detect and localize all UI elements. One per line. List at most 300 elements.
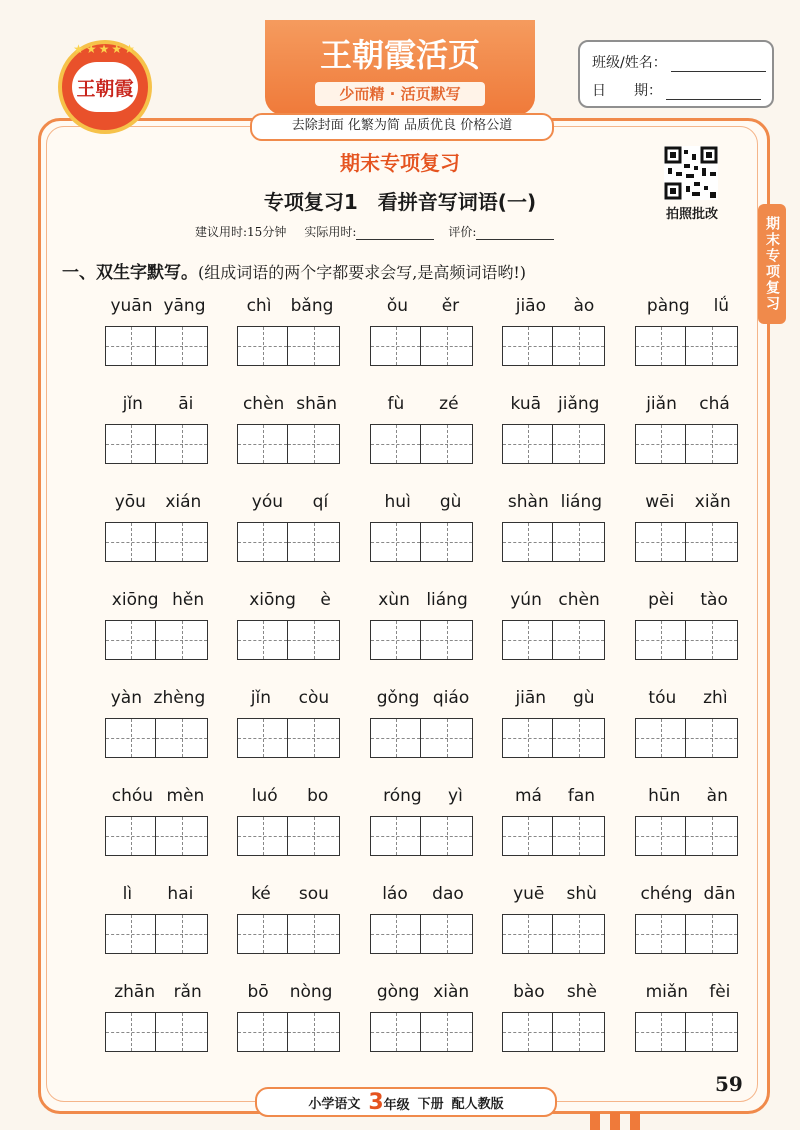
footer-subject: 小学语文 (308, 1096, 361, 1112)
word-item (105, 884, 241, 956)
pinyin-syllable: xiōng (249, 590, 296, 610)
pinyin-syllable: rǎn (173, 982, 202, 1002)
tianzige-box[interactable] (105, 718, 156, 758)
tianzige-box[interactable] (370, 620, 421, 660)
pinyin-syllable: fèi (709, 982, 731, 1002)
pinyin-pair (370, 982, 476, 1008)
footer-edition: 配人教版 (451, 1096, 504, 1112)
writing-boxes (105, 522, 211, 564)
tianzige-box[interactable] (686, 424, 738, 464)
writing-boxes (105, 424, 211, 466)
pinyin-syllable: yì (448, 786, 463, 806)
pinyin-syllable: gòng (376, 982, 420, 1002)
page-number: 59 (715, 1072, 743, 1096)
tianzige-box[interactable] (635, 424, 686, 464)
writing-boxes (237, 914, 343, 956)
tianzige-box[interactable] (370, 816, 421, 856)
pinyin-pair (105, 394, 211, 420)
slogan: 去除封面 化繁为简 品质优良 价格公道 (250, 113, 554, 141)
pinyin-syllable: āi (178, 394, 194, 414)
pinyin-pair (502, 884, 608, 910)
tianzige-box[interactable] (288, 424, 340, 464)
word-item (370, 884, 506, 956)
tianzige-box[interactable] (421, 620, 473, 660)
footer-term: 下册 (417, 1096, 444, 1112)
tianzige-box[interactable] (421, 1012, 473, 1052)
pinyin-syllable: kuā (510, 394, 542, 414)
tianzige-box[interactable] (156, 424, 208, 464)
pinyin-syllable: bo (307, 786, 329, 806)
pinyin-syllable: fù (387, 394, 405, 414)
tianzige-box[interactable] (370, 914, 421, 954)
pinyin-pair (502, 296, 608, 322)
writing-boxes (635, 424, 741, 466)
tianzige-box[interactable] (237, 326, 288, 366)
pinyin-syllable: dān (703, 884, 736, 904)
writing-boxes (635, 718, 741, 760)
tianzige-box[interactable] (553, 424, 605, 464)
pinyin-syllable: lì (122, 884, 133, 904)
pinyin-syllable: qiáo (432, 688, 470, 708)
pinyin-syllable: ào (573, 296, 595, 316)
tianzige-box[interactable] (502, 914, 553, 954)
pinyin-syllable: shè (566, 982, 597, 1002)
tianzige-box[interactable] (370, 718, 421, 758)
tianzige-box[interactable] (156, 620, 208, 660)
pinyin-syllable: gǒng (376, 688, 420, 708)
instruction (62, 258, 526, 283)
tianzige-box[interactable] (635, 914, 686, 954)
tianzige-box[interactable] (237, 718, 288, 758)
class-name-label: 班级/姓名： (592, 55, 667, 71)
word-item (105, 394, 241, 466)
writing-boxes (237, 620, 343, 662)
word-item (635, 982, 771, 1054)
pinyin-syllable: liáng (426, 590, 468, 610)
writing-boxes (237, 816, 343, 858)
tianzige-box[interactable] (421, 718, 473, 758)
pinyin-pair (105, 786, 211, 812)
writing-boxes (105, 914, 211, 956)
tianzige-box[interactable] (105, 424, 156, 464)
word-item (635, 590, 771, 662)
writing-boxes (502, 718, 608, 760)
date-label: 日 期： (592, 83, 662, 99)
tianzige-box[interactable] (237, 816, 288, 856)
word-item (502, 884, 638, 956)
banner-subtitle: 少而精 · 活页默写 (315, 82, 485, 106)
pinyin-syllable: jiān (515, 688, 547, 708)
word-item (105, 590, 241, 662)
pinyin-pair (502, 492, 608, 518)
tianzige-box[interactable] (686, 914, 738, 954)
pinyin-pair (370, 688, 476, 714)
tianzige-box[interactable] (156, 816, 208, 856)
writing-boxes (237, 326, 343, 368)
pinyin-pair (370, 590, 476, 616)
pinyin-syllable: dao (432, 884, 464, 904)
tianzige-box[interactable] (288, 620, 340, 660)
tianzige-box[interactable] (635, 326, 686, 366)
pinyin-syllable: hěn (172, 590, 205, 610)
writing-boxes (502, 620, 608, 662)
tianzige-box[interactable] (288, 718, 340, 758)
pinyin-pair (237, 492, 343, 518)
tianzige-box[interactable] (635, 620, 686, 660)
tianzige-box[interactable] (502, 718, 553, 758)
tianzige-box[interactable] (502, 816, 553, 856)
tianzige-box[interactable] (105, 816, 156, 856)
tianzige-box[interactable] (156, 718, 208, 758)
pinyin-syllable: fan (567, 786, 596, 806)
tianzige-box[interactable] (553, 718, 605, 758)
pinyin-syllable: chèn (558, 590, 600, 610)
pinyin-pair (502, 688, 608, 714)
pinyin-syllable: zhèng (153, 688, 206, 708)
tianzige-box[interactable] (553, 914, 605, 954)
pinyin-pair (370, 296, 476, 322)
writing-boxes (635, 620, 741, 662)
word-item (635, 394, 771, 466)
pinyin-syllable: shù (566, 884, 597, 904)
pinyin-syllable: zhì (703, 688, 728, 708)
word-item (105, 688, 241, 760)
instruction-heading: 一、双生字默写。 (62, 263, 198, 283)
pinyin-pair (237, 982, 343, 1008)
tianzige-box[interactable] (237, 914, 288, 954)
word-item (105, 296, 241, 368)
writing-boxes (502, 1012, 608, 1054)
pinyin-syllable: gù (439, 492, 462, 512)
word-item (635, 688, 771, 760)
pinyin-syllable: yóu (251, 492, 284, 512)
evaluation-label: 评价: (448, 225, 477, 239)
word-item (635, 884, 771, 956)
pinyin-syllable: chèn (242, 394, 285, 414)
tianzige-box[interactable] (105, 914, 156, 954)
pinyin-syllable: jiǎn (646, 394, 677, 414)
pinyin-syllable: luó (251, 786, 278, 806)
actual-time-label: 实际用时: (304, 225, 357, 239)
pinyin-pair (237, 394, 343, 420)
tianzige-box[interactable] (686, 620, 738, 660)
pinyin-pair (635, 492, 741, 518)
section-title: 期末专项复习 (340, 151, 460, 175)
pinyin-syllable: gù (572, 688, 595, 708)
pinyin-pair (635, 688, 741, 714)
tianzige-box[interactable] (237, 620, 288, 660)
tianzige-box[interactable] (156, 522, 208, 562)
tianzige-box[interactable] (288, 522, 340, 562)
pinyin-pair (237, 786, 343, 812)
tianzige-box[interactable] (288, 816, 340, 856)
pinyin-pair (635, 296, 741, 322)
pinyin-syllable: chóu (111, 786, 154, 806)
instruction-note: (组成词语的两个字都要求会写,是高频词语哟!) (198, 263, 527, 282)
word-item (237, 982, 373, 1054)
brand-logo (58, 40, 152, 134)
pinyin-syllable: zé (439, 394, 459, 414)
pinyin-pair (370, 884, 476, 910)
tianzige-box[interactable] (686, 816, 738, 856)
pinyin-syllable: yún (510, 590, 542, 610)
footer-grade-number: 3 (368, 1089, 384, 1115)
word-item (105, 492, 241, 564)
pinyin-pair (237, 590, 343, 616)
tianzige-box[interactable] (421, 914, 473, 954)
tianzige-box[interactable] (156, 326, 208, 366)
pinyin-syllable: qí (312, 492, 329, 512)
pinyin-syllable: mèn (166, 786, 205, 806)
evaluation-field[interactable] (476, 227, 554, 240)
tianzige-box[interactable] (105, 522, 156, 562)
writing-boxes (370, 326, 476, 368)
pinyin-syllable: chì (246, 296, 272, 316)
pinyin-syllable: ké (251, 884, 271, 904)
class-name-row (592, 52, 766, 72)
writing-boxes (370, 718, 476, 760)
header-banner (265, 20, 535, 115)
word-item (502, 786, 638, 858)
writing-boxes (502, 326, 608, 368)
word-item (502, 394, 638, 466)
writing-boxes (237, 522, 343, 564)
pinyin-syllable: yōu (114, 492, 146, 512)
pinyin-pair (635, 590, 741, 616)
pinyin-syllable: tào (700, 590, 728, 610)
bottom-decoration (590, 1112, 640, 1130)
word-item (635, 492, 771, 564)
tianzige-box[interactable] (370, 424, 421, 464)
time-row (195, 223, 568, 240)
pinyin-syllable: yuē (513, 884, 545, 904)
pinyin-syllable: jǐn (122, 394, 143, 414)
pinyin-pair (105, 688, 211, 714)
class-name-field[interactable] (671, 57, 766, 72)
qr-code-icon[interactable] (664, 146, 718, 200)
writing-boxes (370, 914, 476, 956)
date-row (592, 80, 761, 100)
pinyin-syllable: huì (384, 492, 411, 512)
word-item (370, 590, 506, 662)
word-item (237, 590, 373, 662)
pinyin-syllable: liáng (560, 492, 603, 512)
pinyin-syllable: tóu (648, 688, 677, 708)
writing-boxes (370, 620, 476, 662)
pinyin-pair (370, 394, 476, 420)
writing-boxes (502, 816, 608, 858)
writing-boxes (370, 522, 476, 564)
tianzige-box[interactable] (288, 326, 340, 366)
tianzige-box[interactable] (635, 1012, 686, 1052)
tianzige-box[interactable] (686, 522, 738, 562)
tianzige-box[interactable] (421, 816, 473, 856)
tianzige-box[interactable] (686, 1012, 738, 1052)
writing-boxes (635, 1012, 741, 1054)
pinyin-syllable: xiǎn (694, 492, 731, 512)
pinyin-syllable: xùn (378, 590, 410, 610)
pinyin-syllable: còu (298, 688, 330, 708)
word-item (502, 590, 638, 662)
tianzige-box[interactable] (553, 816, 605, 856)
writing-boxes (635, 914, 741, 956)
pinyin-pair (502, 590, 608, 616)
word-item (237, 884, 373, 956)
tianzige-box[interactable] (502, 522, 553, 562)
tianzige-box[interactable] (635, 522, 686, 562)
pinyin-syllable: wēi (645, 492, 675, 512)
pinyin-syllable: xiàn (433, 982, 470, 1002)
writing-boxes (635, 522, 741, 564)
pinyin-syllable: lǘ (713, 296, 730, 316)
word-item (502, 982, 638, 1054)
tianzige-box[interactable] (421, 326, 473, 366)
pinyin-syllable: nòng (289, 982, 333, 1002)
word-item (370, 786, 506, 858)
pinyin-syllable: yāng (163, 296, 206, 316)
writing-boxes (502, 522, 608, 564)
page-title: 专项复习1 看拼音写词语(一) (263, 190, 537, 214)
writing-boxes (635, 816, 741, 858)
suggested-time: 建议用时:15分钟 (195, 225, 287, 239)
pinyin-syllable: zhān (114, 982, 156, 1002)
pinyin-syllable: xián (165, 492, 202, 512)
word-item (105, 786, 241, 858)
tianzige-box[interactable] (553, 1012, 605, 1052)
tianzige-box[interactable] (635, 816, 686, 856)
word-item (370, 688, 506, 760)
tianzige-box[interactable] (105, 326, 156, 366)
word-item (502, 492, 638, 564)
side-tab: 期末专项复习 (758, 204, 786, 324)
pinyin-syllable: miǎn (645, 982, 689, 1002)
pinyin-pair (237, 296, 343, 322)
writing-boxes (105, 1012, 211, 1054)
tianzige-box[interactable] (553, 326, 605, 366)
tianzige-box[interactable] (502, 620, 553, 660)
word-item (370, 982, 506, 1054)
tianzige-box[interactable] (105, 1012, 156, 1052)
tianzige-box[interactable] (421, 522, 473, 562)
tianzige-box[interactable] (635, 718, 686, 758)
pinyin-pair (502, 394, 608, 420)
tianzige-box[interactable] (237, 424, 288, 464)
writing-boxes (105, 816, 211, 858)
writing-boxes (370, 1012, 476, 1054)
tianzige-box[interactable] (502, 424, 553, 464)
word-item (635, 296, 771, 368)
footer-label (255, 1087, 557, 1117)
actual-time-field[interactable] (356, 227, 434, 240)
pinyin-syllable: jiǎng (558, 394, 600, 414)
tianzige-box[interactable] (237, 1012, 288, 1052)
pinyin-syllable: yàn (110, 688, 143, 708)
writing-boxes (105, 620, 211, 662)
tianzige-box[interactable] (686, 326, 738, 366)
word-item (237, 296, 373, 368)
tianzige-box[interactable] (370, 1012, 421, 1052)
pinyin-pair (635, 786, 741, 812)
pinyin-pair (635, 982, 741, 1008)
tianzige-box[interactable] (686, 718, 738, 758)
writing-boxes (237, 718, 343, 760)
pinyin-pair (370, 786, 476, 812)
pinyin-pair (237, 884, 343, 910)
tianzige-box[interactable] (156, 1012, 208, 1052)
tianzige-box[interactable] (105, 620, 156, 660)
pinyin-syllable: è (320, 590, 331, 610)
word-item (370, 394, 506, 466)
pinyin-syllable: àn (706, 786, 728, 806)
pinyin-syllable: bào (513, 982, 545, 1002)
logo-text: 王朝霞 (72, 62, 138, 112)
tianzige-box[interactable] (502, 1012, 553, 1052)
pinyin-syllable: ǒu (386, 296, 409, 316)
pinyin-pair (105, 296, 211, 322)
pinyin-syllable: má (514, 786, 542, 806)
tianzige-box[interactable] (502, 326, 553, 366)
pinyin-syllable: hūn (648, 786, 681, 806)
writing-boxes (635, 326, 741, 368)
pinyin-syllable: jǐn (250, 688, 272, 708)
pinyin-pair (370, 492, 476, 518)
pinyin-pair (635, 884, 741, 910)
writing-boxes (237, 1012, 343, 1054)
pinyin-syllable: róng (383, 786, 422, 806)
pinyin-syllable: jiāo (515, 296, 546, 316)
pinyin-pair (105, 982, 211, 1008)
writing-boxes (370, 424, 476, 466)
tianzige-box[interactable] (553, 620, 605, 660)
logo-stars-icon: ★★★★★ (73, 42, 137, 56)
writing-boxes (237, 424, 343, 466)
tianzige-box[interactable] (421, 424, 473, 464)
tianzige-box[interactable] (370, 326, 421, 366)
pinyin-pair (502, 982, 608, 1008)
pinyin-pair (105, 492, 211, 518)
pinyin-syllable: xiōng (111, 590, 159, 610)
pinyin-syllable: ěr (441, 296, 460, 316)
pinyin-syllable: chéng (640, 884, 693, 904)
footer-grade-suffix: 年级 (383, 1097, 410, 1113)
word-item (237, 394, 373, 466)
word-item (237, 786, 373, 858)
pinyin-syllable: láo (382, 884, 408, 904)
student-info-box (578, 40, 774, 108)
tianzige-box[interactable] (288, 914, 340, 954)
pinyin-pair (502, 786, 608, 812)
pinyin-syllable: pàng (646, 296, 690, 316)
tianzige-box[interactable] (553, 522, 605, 562)
tianzige-box[interactable] (370, 522, 421, 562)
pinyin-syllable: chá (699, 394, 730, 414)
date-field[interactable] (666, 85, 761, 100)
word-item (370, 492, 506, 564)
word-item (237, 492, 373, 564)
pinyin-syllable: sou (298, 884, 329, 904)
pinyin-syllable: bǎng (290, 296, 334, 316)
writing-boxes (502, 424, 608, 466)
tianzige-box[interactable] (288, 1012, 340, 1052)
pinyin-syllable: pèi (648, 590, 675, 610)
writing-boxes (370, 816, 476, 858)
qr-label: 拍照批改 (665, 207, 718, 222)
word-item (635, 786, 771, 858)
pinyin-syllable: yuān (110, 296, 153, 316)
tianzige-box[interactable] (237, 522, 288, 562)
pinyin-pair (635, 394, 741, 420)
tianzige-box[interactable] (156, 914, 208, 954)
